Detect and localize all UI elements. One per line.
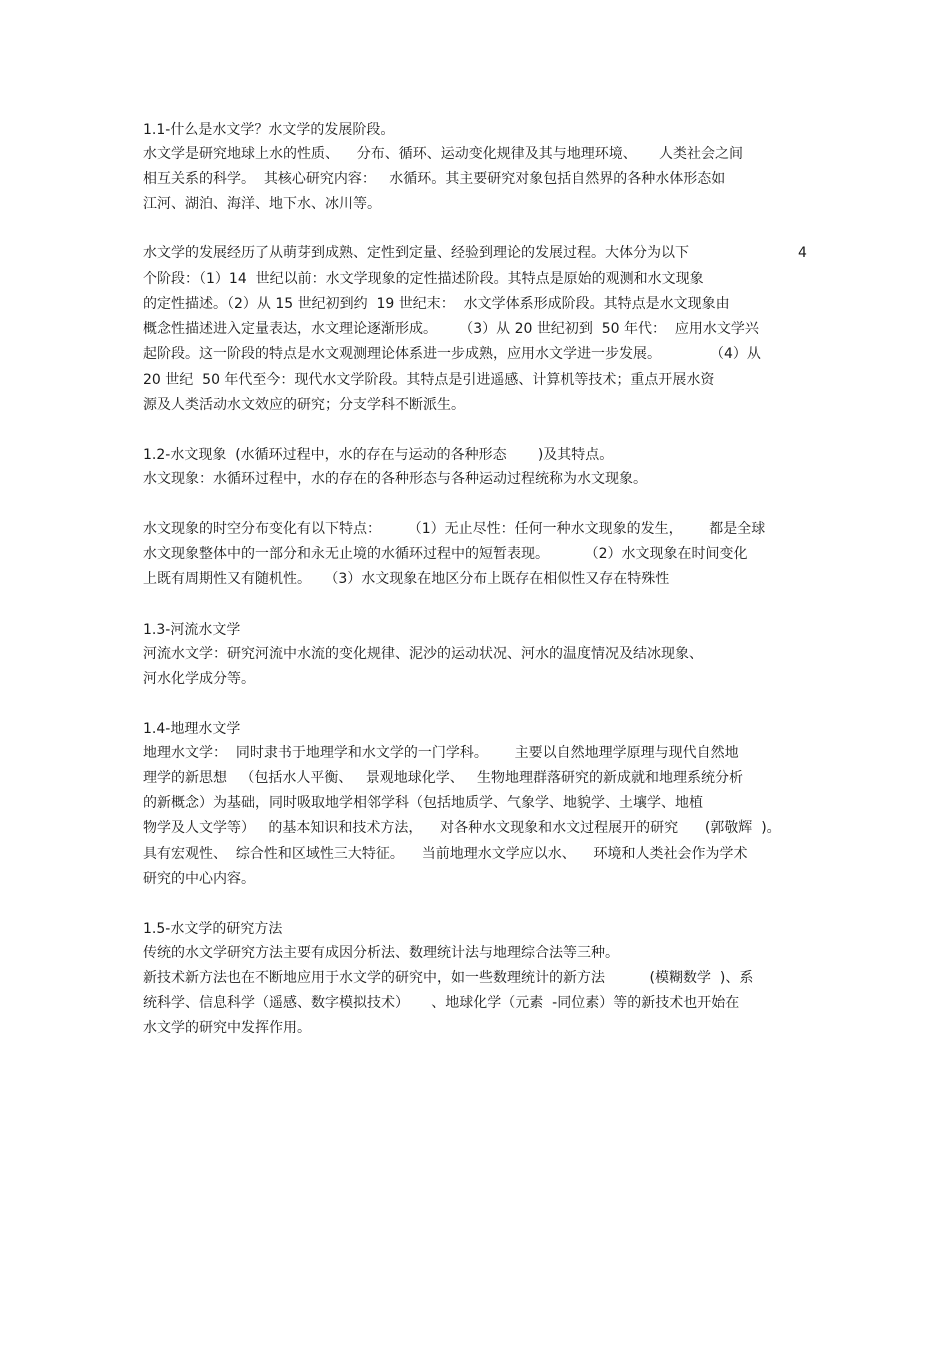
paragraph-line: 传统的水文学研究方法主要有成因分析法、数理统计法与地理综合法等三种。 xyxy=(143,945,619,961)
paragraph-line: 个阶段：（1）14 世纪以前：水文学现象的定性描述阶段。其特点是原始的观测和水文现象 xyxy=(143,271,704,287)
paragraph-line: 水文学的发展经历了从萌芽到成熟、定性到定量、经验到理论的发展过程。大体分为以下 xyxy=(143,245,689,261)
paragraph-line: 水文学的研究中发挥作用。 xyxy=(143,1020,311,1036)
section-heading-1-1: 1.1-什么是水文学？水文学的发展阶段。 xyxy=(143,122,395,138)
section-heading-1-4: 1.4-地理水文学 xyxy=(143,721,241,737)
paragraph-line: 研究的中心内容。 xyxy=(143,871,255,887)
paragraph-line: 地理水文学： 同时隶书于地理学和水文学的一门学科。 主要以自然地理学原理与现代自然地 xyxy=(143,745,739,761)
paragraph-line: 具有宏观性、 综合性和区域性三大特征。 当前地理水文学应以水、 环境和人类社会作为学术 xyxy=(143,846,748,862)
paragraph-line: 上既有周期性又有随机性。 （3）水文现象在地区分布上既存在相似性又存在特殊性 xyxy=(143,571,670,587)
paragraph-line: 概念性描述进入定量表达，水文理论逐渐形成。 （3）从 20 世纪初到 50 年代： 应用水文学兴 xyxy=(143,321,759,337)
paragraph-line: 统科学、信息科学（遥感、数字模拟技术） 、地球化学（元素 -同位素）等的新技术也开始在 xyxy=(143,995,740,1011)
paragraph-line: 水文现象的时空分布变化有以下特点： （1）无止尽性：任何一种水文现象的发生， 都是全球 xyxy=(143,521,766,537)
paragraph-line: 20 世纪 50 年代至今：现代水文学阶段。其特点是引进遥感、计算机等技术；重点开展水资 xyxy=(143,372,715,388)
paragraph-line: 物学及人文学等） 的基本知识和技术方法， 对各种水文现象和水文过程展开的研究 (郭敬辉 )。 xyxy=(143,820,781,836)
paragraph-line: 相互关系的科学。 其核心研究内容： 水循环。其主要研究对象包括自然界的各种水体形态如 xyxy=(143,171,726,187)
paragraph-line: 水文现象：水循环过程中，水的存在的各种形态与各种运动过程统称为水文现象。 xyxy=(143,471,647,487)
section-heading-1-3: 1.3-河流水文学 xyxy=(143,622,241,638)
paragraph-line: 水文现象整体中的一部分和永无止境的水循环过程中的短暂表现。 （2）水文现象在时间变化 xyxy=(143,546,748,562)
paragraph-line: 理学的新思想 （包括水人平衡、 景观地球化学、 生物地理群落研究的新成就和地理系统分析 xyxy=(143,770,744,786)
paragraph-line: 的新概念）为基础，同时吸取地学相邻学科（包括地质学、气象学、地貌学、土壤学、地植 xyxy=(143,795,703,811)
stage-count-number: 4 xyxy=(798,245,807,261)
paragraph-line: 的定性描述。（2）从 15 世纪初到约 19 世纪末： 水文学体系形成阶段。其特点是水文现象由 xyxy=(143,296,730,312)
section-heading-1-5: 1.5-水文学的研究方法 xyxy=(143,921,283,937)
paragraph-line: 河水化学成分等。 xyxy=(143,671,255,687)
paragraph-line: 江河、湖泊、海洋、地下水、冰川等。 xyxy=(143,196,381,212)
paragraph-line: 源及人类活动水文效应的研究；分支学科不断派生。 xyxy=(143,397,465,413)
paragraph-line: 水文学是研究地球上水的性质、 分布、循环、运动变化规律及其与地理环境、 人类社会之间 xyxy=(143,146,744,162)
paragraph-line: 河流水文学：研究河流中水流的变化规律、泥沙的运动状况、河水的温度情况及结冰现象、 xyxy=(143,646,703,662)
section-heading-1-2: 1.2-水文现象 (水循环过程中，水的存在与运动的各种形态 )及其特点。 xyxy=(143,447,614,463)
paragraph-line: 新技术新方法也在不断地应用于水文学的研究中，如一些数理统计的新方法 (模糊数学 )、系 xyxy=(143,970,754,986)
paragraph-line: 起阶段。这一阶段的特点是水文观测理论体系进一步成熟，应用水文学进一步发展。 （4）从 xyxy=(143,346,761,362)
